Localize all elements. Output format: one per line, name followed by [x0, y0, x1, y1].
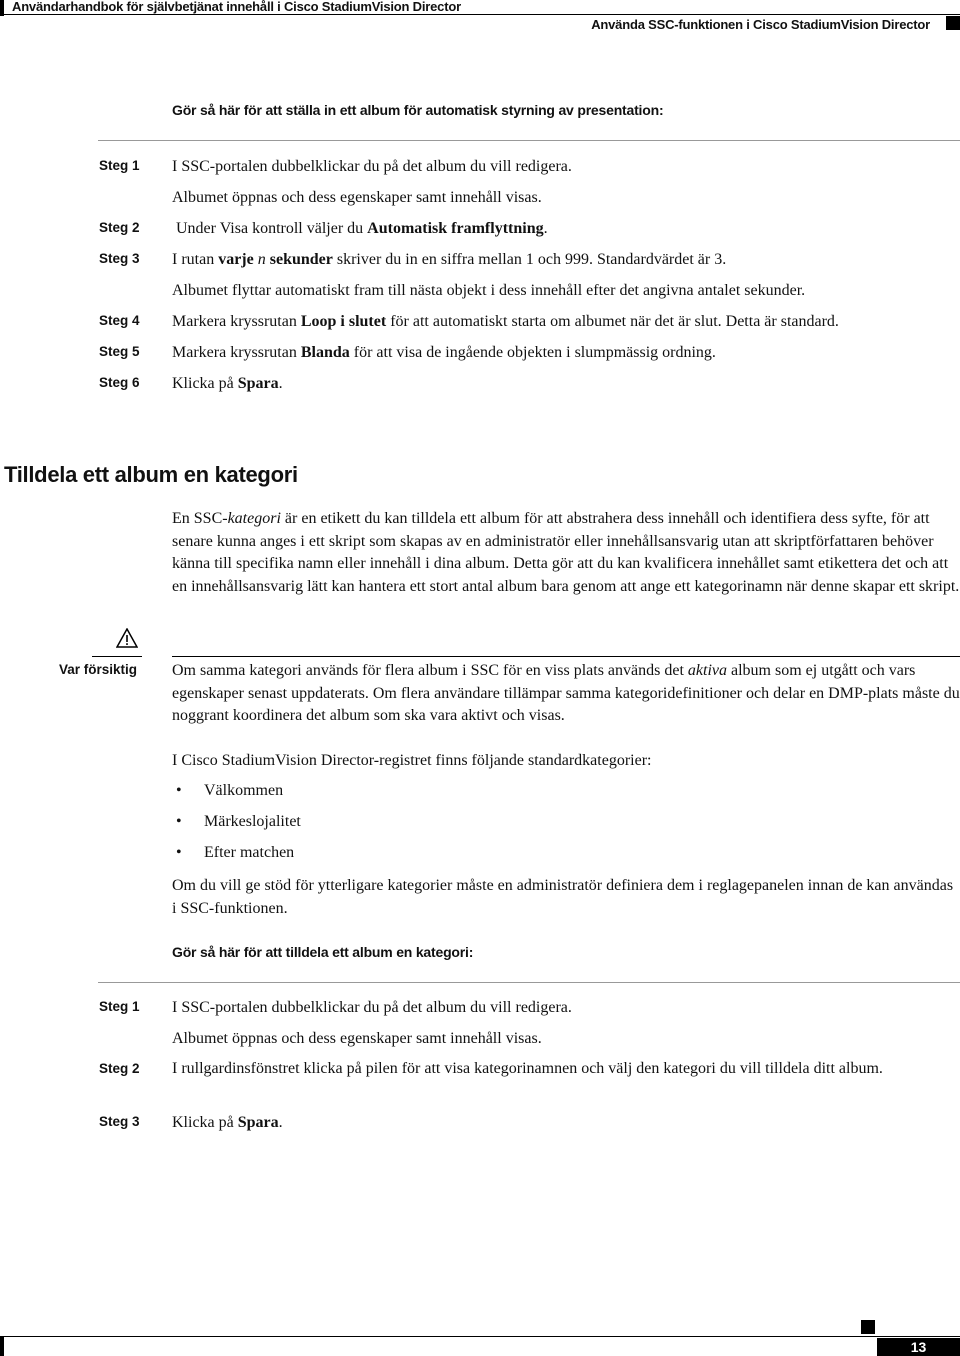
caution-text: Om samma kategori används för flera album i SSC för en viss plats används det aktiva album som ej utgått och vars egenskaper senast uppdaterats. Om flera användare tillämpar samma kategoridefinitioner och delar en DMP-plats måste du noggrant koordinera det album som ska vara aktivt och visas.: [172, 662, 960, 724]
step-label: Steg 1: [99, 999, 140, 1014]
step-label: Steg 1: [99, 158, 140, 173]
list-item: Märkeslojalitet: [204, 813, 301, 830]
step-text: I rullgardinsfönstret klicka på pilen för att visa kategorinamnen och välj den kategori du vill tilldela ditt album.: [172, 1060, 883, 1077]
step-label: Steg 4: [99, 313, 140, 328]
procedure-title: Gör så här för att tilldela ett album en kategori:: [172, 944, 474, 960]
footer-rule: [0, 1336, 960, 1337]
chapter-title: Använda SSC-funktionen i Cisco StadiumVision Director: [591, 17, 930, 32]
footer-bar: [0, 1336, 4, 1356]
defaults-intro: I Cisco StadiumVision Director-registret finns följande standardkategorier:: [172, 752, 652, 769]
step-label: Steg 2: [99, 1061, 140, 1076]
step-text: I rutan varje n sekunder skriver du in en siffra mellan 1 och 999. Standardvärdet är 3.: [172, 251, 727, 268]
step-note: Albumet öppnas och dess egenskaper samt innehåll visas.: [172, 189, 542, 206]
header-rule: [0, 14, 960, 15]
page-number: 13: [877, 1338, 960, 1356]
caution-label: Var försiktig: [59, 662, 138, 677]
step-label: Steg 2: [99, 220, 140, 235]
list-item: Efter matchen: [204, 844, 295, 861]
step-text: Markera kryssrutan Blanda för att visa de ingående objekten i slumpmässig ordning.: [172, 344, 716, 361]
step-label: Steg 6: [99, 375, 140, 390]
bullet-icon: •: [176, 813, 182, 830]
section-title: Tilldela ett album en kategori: [4, 462, 298, 487]
step-label: Steg 5: [99, 344, 140, 359]
procedure-title: Gör så här för att ställa in ett album för automatisk styrning av presentation:: [172, 102, 664, 118]
step-text: Under Visa kontroll väljer du Automatisk framflyttning.: [176, 220, 548, 237]
list-item: Välkommen: [204, 782, 284, 799]
procedure-rule: [98, 982, 960, 983]
warning-icon: [116, 628, 138, 648]
defaults-outro: Om du vill ge stöd för ytterligare kategorier måste en administratör definiera dem i reglagepanelen innan de kan användas i SSC-funktionen.: [172, 877, 954, 917]
step-text: I SSC-portalen dubbelklickar du på det album du vill redigera.: [172, 999, 572, 1016]
caution-rule: [172, 656, 960, 657]
caution-rule: [92, 656, 142, 657]
step-label: Steg 3: [99, 1114, 140, 1129]
bullet-icon: •: [176, 844, 182, 861]
step-note: Albumet flyttar automatiskt fram till nästa objekt i dess innehåll efter det angivna antalet sekunder.: [172, 282, 806, 299]
footer-square: [861, 1320, 875, 1334]
step-text: Markera kryssrutan Loop i slutet för att automatiskt starta om albumet när det är slut. Detta är standard.: [172, 313, 839, 330]
book-title: Användarhandbok för självbetjänat innehåll i Cisco StadiumVision Director: [12, 0, 461, 14]
step-text: I SSC-portalen dubbelklickar du på det album du vill redigera.: [172, 158, 572, 175]
step-text: Klicka på Spara.: [172, 1114, 283, 1131]
bullet-icon: •: [176, 782, 182, 799]
section-intro: En SSC-kategori är en etikett du kan tilldela ett album för att abstrahera dess innehåll och identifiera dess syfte, för att senare kunna anges i ett skript som skapas av en administratör eller innehållsansvarig utan att skriptförfattaren behöver känna till specifika namn eller innehåll i dina album. Detta gör att du kan kvalificera innehållet samt etikettera det och att en innehållsansvarig lätt kan hantera ett stort antal album bara genom att ange ett kategorinamn när denne skapar ett skript.: [172, 510, 960, 595]
step-note: Albumet öppnas och dess egenskaper samt innehåll visas.: [172, 1030, 542, 1047]
procedure-rule: [98, 140, 960, 141]
step-label: Steg 3: [99, 251, 140, 266]
step-text: Klicka på Spara.: [172, 375, 283, 392]
header-square: [946, 16, 960, 30]
